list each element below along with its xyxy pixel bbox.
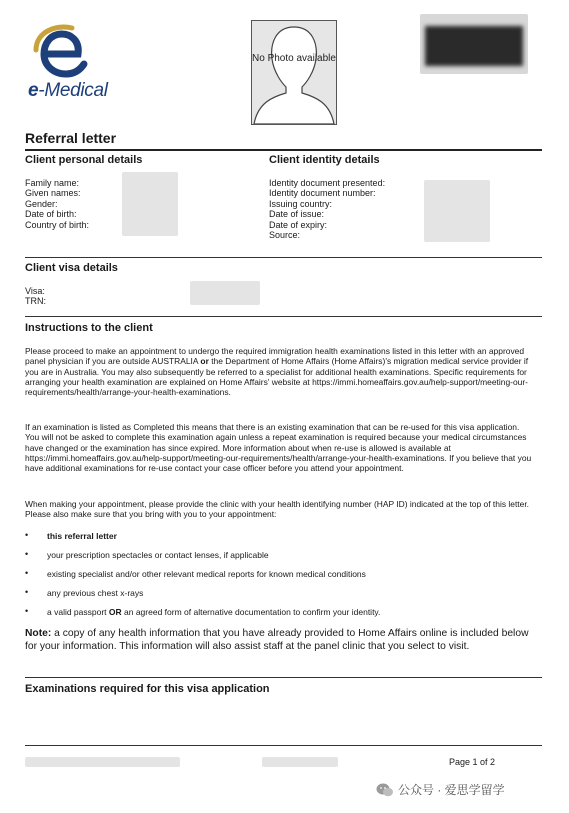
- visa-details-labels: [25, 286, 46, 307]
- person-silhouette-icon: [252, 21, 336, 124]
- title-rule: [25, 149, 542, 151]
- wechat-icon: [376, 782, 394, 798]
- gender-label: Gender:: [25, 198, 58, 209]
- identity-document-label: Identity document presented:: [269, 178, 386, 188]
- visa-details-heading: Client visa details: [25, 262, 118, 274]
- date-of-issue-label: Date of issue:: [269, 209, 325, 220]
- given-names-label: Given names:: [25, 188, 81, 199]
- redacted-footer-left: [25, 757, 180, 767]
- date-of-birth-label: Date of birth:: [25, 209, 77, 220]
- watermark: [376, 781, 505, 798]
- bullet-icon: •: [25, 530, 29, 540]
- photo-placeholder: [251, 20, 337, 125]
- emedical-logo-icon: [26, 20, 104, 82]
- exams-heading: Examinations required for this visa application: [25, 683, 270, 695]
- identity-number-label: Identity document number:: [269, 188, 376, 199]
- list-item: • a valid passport OR an agreed form of alternative documentation to confirm your identity.: [25, 606, 381, 617]
- instructions-paragraph-1: Please proceed to make an appointment to undergo the required immigration health examinations listed in this letter with an approved panel physician if you are outside AUSTRALIA or the Department of Home Affairs (Home Affairs)'s migration medical service provider if you are in Australia. You may also subsequently be referred to a specialist for additional health examinations. Specific requirements for arranging your health examination are explained on Home Affairs' website at https://immi.homeaffairs.gov.au/help-support/meeting-our-requirements/health/arrange-your-health-examinations.: [25, 346, 529, 398]
- instructions-rule: [25, 316, 542, 317]
- watermark-text: 公众号 · 爱思学留学: [398, 783, 505, 797]
- redacted-identity-values: [424, 180, 490, 242]
- redacted-visa-values: [190, 281, 260, 305]
- note-paragraph: Note: a copy of any health information that you have already provided to Home Affairs online is included below for your information. This information will also assist staff at the panel clinic that you select to visit.: [25, 628, 529, 652]
- document-title: Referral letter: [25, 130, 117, 146]
- bullet-icon: •: [25, 587, 29, 597]
- footer-rule: [25, 745, 542, 746]
- bullet-icon: •: [25, 568, 29, 578]
- visa-label: Visa:: [25, 286, 45, 296]
- instructions-heading: Instructions to the client: [25, 322, 153, 334]
- brand-name: e-Medical: [28, 80, 108, 101]
- identity-details-heading: Client identity details: [269, 154, 380, 166]
- issuing-country-label: Issuing country:: [269, 198, 333, 209]
- date-of-expiry-label: Date of expiry:: [269, 219, 328, 230]
- identity-details-labels: [269, 178, 385, 240]
- redacted-footer-mid: [262, 757, 338, 767]
- list-item: • this referral letter: [25, 530, 117, 541]
- country-of-birth-label: Country of birth:: [25, 219, 90, 230]
- list-item: • your prescription spectacles or contact lenses, if applicable: [25, 549, 269, 560]
- redacted-barcode: [425, 26, 523, 66]
- list-item: • any previous chest x-rays: [25, 587, 144, 598]
- bullet-icon: •: [25, 549, 29, 559]
- no-photo-text: No Photo available: [252, 53, 336, 64]
- list-item: • existing specialist and/or other relevant medical reports for known medical conditions: [25, 568, 366, 579]
- bullet-icon: •: [25, 606, 29, 616]
- personal-details-labels: [25, 178, 89, 230]
- trn-label: TRN:: [25, 296, 46, 307]
- instructions-paragraph-3: When making your appointment, please provide the clinic with your health identifying number (HAP ID) indicated at the top of this letter. Please also make sure that you bring with you to your appointment:: [25, 499, 530, 520]
- instructions-paragraph-2: If an examination is listed as Completed this means that there is an existing examination that can be re-used for this visa application. You will not be asked to complete this examination again unless a repeat examination is required because your medical circumstances have changed or the examination has since expired. More information about when re-use is allowed is available at https://immi.homeaffairs.gov.au/help-support/meeting-our-requirements/health/arrange-your-health-examinations. If you believe that you have additional examinations for re-use contact your case officer before you attend your appointment.: [25, 422, 532, 474]
- redacted-personal-values: [122, 172, 178, 236]
- visa-rule: [25, 257, 542, 258]
- exams-rule: [25, 677, 542, 678]
- page-number: Page 1 of 2: [449, 757, 496, 767]
- source-label: Source:: [269, 230, 301, 241]
- bring-items-list: [25, 530, 525, 625]
- family-name-label: Family name:: [25, 178, 80, 188]
- personal-details-heading: Client personal details: [25, 154, 143, 166]
